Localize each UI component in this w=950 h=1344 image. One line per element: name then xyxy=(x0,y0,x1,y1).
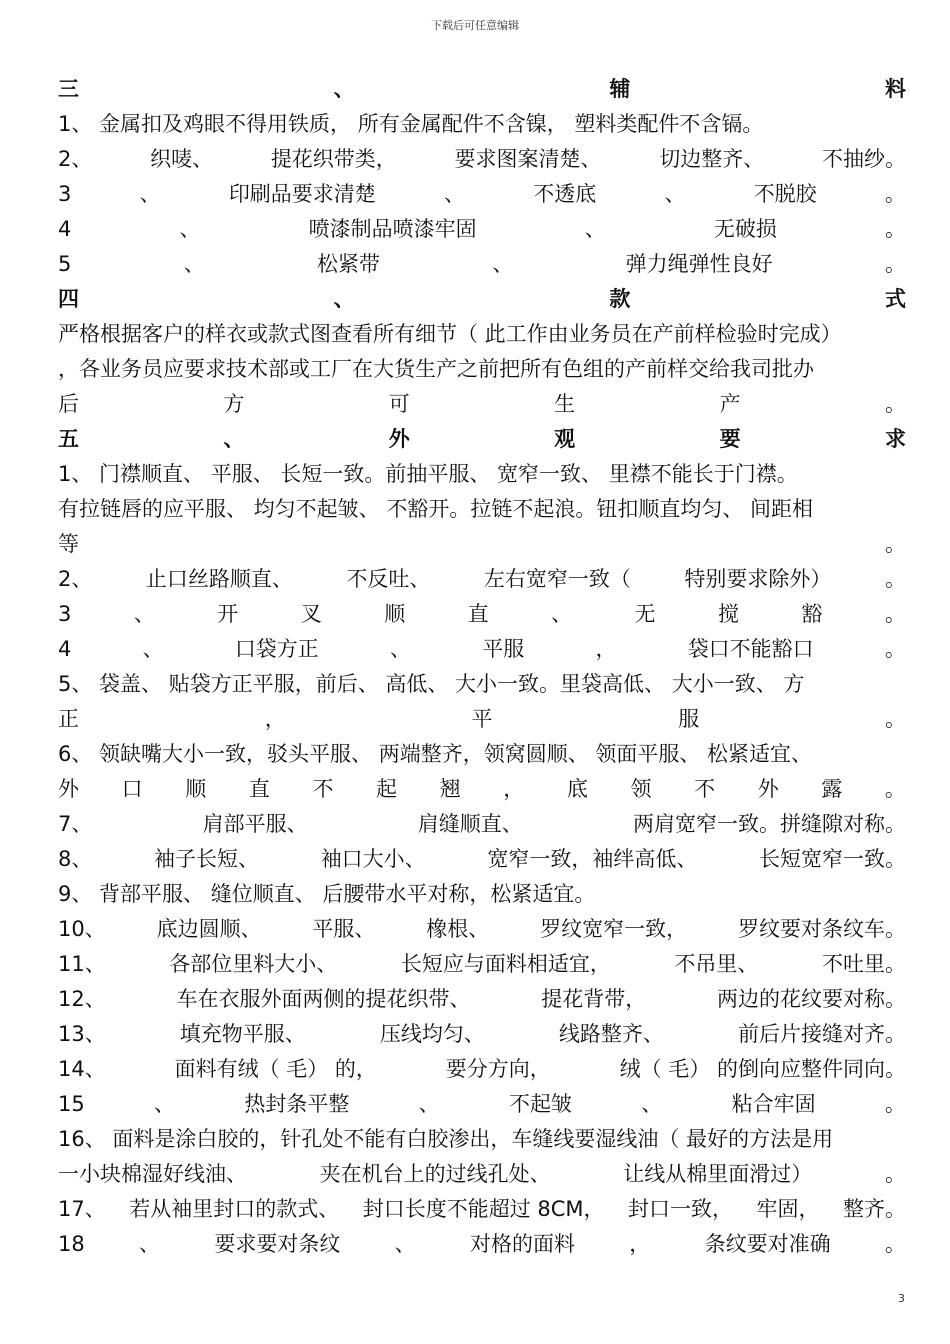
text-segment: 两肩宽窄一致。拼缝隙对称。 xyxy=(632,812,906,836)
text-segment: 长短宽窄一致。 xyxy=(759,847,906,871)
text-segment: 、 xyxy=(664,182,686,206)
text-segment: 底边圆顺、 xyxy=(156,917,262,941)
text-segment: 、 xyxy=(179,217,201,241)
section-heading xyxy=(58,422,906,457)
text-segment: 、 xyxy=(492,252,514,276)
text-line xyxy=(58,527,906,562)
page-header: 下载后可任意编辑 xyxy=(431,19,519,32)
text-line xyxy=(58,212,906,247)
text-segment: 袖口大小、 xyxy=(320,847,426,871)
section-heading xyxy=(58,72,906,107)
text-segment: ， xyxy=(503,777,525,801)
text-segment: 、 xyxy=(154,1092,176,1116)
text-segment: 观 xyxy=(554,427,576,451)
text-segment: 正 xyxy=(58,707,79,731)
text-line xyxy=(58,1087,906,1122)
text-segment: 不 xyxy=(312,777,334,801)
text-segment: 严格根据客户的样衣或款式图查看所有细节（ 此工作由业务员在产前样检验时完成） xyxy=(58,322,842,346)
text-line xyxy=(58,562,906,597)
text-segment: 顺 xyxy=(185,777,207,801)
text-segment: 13、 xyxy=(58,1022,106,1046)
text-segment: 、 xyxy=(584,217,606,241)
text-segment: 袖子长短、 xyxy=(154,847,260,871)
text-segment: 条纹要对准确 xyxy=(704,1232,831,1256)
text-segment: 不 xyxy=(694,777,716,801)
text-segment: 、 xyxy=(183,252,205,276)
text-segment: 露 xyxy=(821,777,843,801)
text-line xyxy=(58,842,906,877)
text-segment: 。 xyxy=(885,532,906,556)
text-segment: ， xyxy=(595,637,617,661)
text-segment: 搅 xyxy=(718,602,739,626)
text-segment: 5 xyxy=(58,252,72,276)
text-segment: 罗纹要对条纹车。 xyxy=(737,917,906,941)
page-number: 3 xyxy=(898,1292,905,1305)
text-segment: 口 xyxy=(121,777,143,801)
text-segment: 止口丝路顺直、 xyxy=(145,567,293,591)
text-segment: 后 xyxy=(58,392,79,416)
text-segment: 服 xyxy=(678,707,700,731)
text-segment: 提花背带， xyxy=(541,987,647,1011)
text-segment: 让线从棉里面滑过） xyxy=(623,1162,813,1186)
text-segment: 7、 xyxy=(58,812,93,836)
text-segment: 无 xyxy=(634,602,656,626)
text-segment: 开 xyxy=(217,602,239,626)
document-body xyxy=(58,72,906,1262)
text-segment: 。 xyxy=(885,217,906,241)
text-segment: 车在衣服外面两侧的提花织带、 xyxy=(176,987,471,1011)
text-segment: 方 xyxy=(223,392,245,416)
text-segment: 长短应与面料相适宜， xyxy=(400,952,611,976)
text-segment: 夹在机台上的过线孔处、 xyxy=(319,1162,551,1186)
text-segment: 绒（ 毛） 的倒向应整件同向。 xyxy=(619,1057,906,1081)
text-segment: 。 xyxy=(885,707,906,731)
text-line xyxy=(58,772,906,807)
text-segment: 三 xyxy=(58,77,79,101)
text-segment: 、 xyxy=(390,637,412,661)
text-segment: 可 xyxy=(388,392,410,416)
text-segment: 料 xyxy=(884,77,906,101)
text-segment: 左右宽窄一致（ xyxy=(483,567,631,591)
text-segment: 11、 xyxy=(58,952,106,976)
text-segment: 不吐里。 xyxy=(821,952,906,976)
text-segment: ， xyxy=(264,707,286,731)
text-segment: 3 xyxy=(58,602,72,626)
text-segment: 、 xyxy=(223,427,245,451)
text-segment: 、 xyxy=(139,1232,161,1256)
text-line xyxy=(58,492,906,527)
text-segment: 等 xyxy=(58,532,79,556)
text-segment: 产 xyxy=(719,392,741,416)
section-heading xyxy=(58,282,906,317)
text-segment: 8、 xyxy=(58,847,93,871)
text-segment: 生 xyxy=(554,392,576,416)
text-segment: 封口一致， xyxy=(628,1197,734,1221)
text-line xyxy=(58,352,906,387)
text-segment: 前后片接缝对齐。 xyxy=(737,1022,906,1046)
text-segment: 橡根、 xyxy=(426,917,490,941)
text-segment: 16、 面料是涂白胶的，针孔处不能有白胶渗出，车缝线要湿线油（ 最好的方法是用 xyxy=(58,1127,834,1151)
text-line xyxy=(58,947,906,982)
text-segment: 肩部平服、 xyxy=(202,812,308,836)
text-line xyxy=(58,737,906,772)
text-segment: 。 xyxy=(884,567,906,591)
text-segment: 口袋方正 xyxy=(234,637,319,661)
text-segment: 提花织带类， xyxy=(270,147,397,171)
text-line xyxy=(58,597,906,632)
text-segment: 、 xyxy=(333,77,355,101)
text-segment: 、 xyxy=(333,287,355,311)
text-segment: 求 xyxy=(884,427,906,451)
text-line xyxy=(58,982,906,1017)
text-segment: 松紧带 xyxy=(317,252,380,276)
text-line xyxy=(58,912,906,947)
text-line xyxy=(58,702,906,737)
text-segment: 、 xyxy=(418,1092,440,1116)
text-segment: 要求要对条纹 xyxy=(214,1232,341,1256)
text-line xyxy=(58,877,906,912)
text-line xyxy=(58,107,906,142)
text-segment: 各部位里料大小、 xyxy=(169,952,338,976)
text-segment: 、 xyxy=(641,1092,663,1116)
text-line xyxy=(58,1157,906,1192)
text-segment: 粘合牢固 xyxy=(731,1092,816,1116)
text-segment: 、 xyxy=(551,602,573,626)
text-segment: 5、 袋盖、 贴袋方正平服，前后、 高低、 大小一致。里袋高低、 大小一致、 方 xyxy=(58,672,805,696)
text-segment: 封口长度不能超过 8CM， xyxy=(362,1197,605,1221)
text-segment: 顺 xyxy=(384,602,406,626)
text-segment: 直 xyxy=(467,602,489,626)
text-line xyxy=(58,457,906,492)
text-segment: 印刷品要求清楚 xyxy=(228,182,376,206)
text-line xyxy=(58,1227,906,1262)
text-segment: 切边整齐、 xyxy=(659,147,765,171)
text-segment: ，各业务员应要求技术部或工厂在大货生产之前把所有色组的产前样交给我司批办 xyxy=(58,357,814,381)
text-segment: 、 xyxy=(139,182,161,206)
text-segment: 无破损 xyxy=(713,217,777,241)
text-segment: 不吊里、 xyxy=(674,952,759,976)
text-segment: 。 xyxy=(884,602,906,626)
text-segment: 。 xyxy=(884,392,906,416)
text-segment: 不脱胶 xyxy=(753,182,817,206)
text-segment: 6、 领缺嘴大小一致，驳头平服、 两端整齐，领窝圆顺、 领面平服、 松紧适宜、 xyxy=(58,742,813,766)
text-segment: 翘 xyxy=(439,777,461,801)
text-segment: 若从袖里封口的款式、 xyxy=(129,1197,340,1221)
text-segment: 直 xyxy=(248,777,270,801)
text-segment: 18 xyxy=(58,1232,85,1256)
text-segment: 外 xyxy=(58,777,79,801)
text-segment: 肩缝顺直、 xyxy=(417,812,523,836)
text-segment: 2、 xyxy=(58,567,93,591)
text-line xyxy=(58,807,906,842)
text-segment: 、 xyxy=(133,602,155,626)
text-segment: 两边的花纹要对称。 xyxy=(716,987,906,1011)
text-line xyxy=(58,247,906,282)
text-segment: 3 xyxy=(58,182,72,206)
text-segment: 平服、 xyxy=(312,917,376,941)
text-segment: 特别要求除外） xyxy=(684,567,832,591)
text-segment: 填充物平服、 xyxy=(179,1022,306,1046)
text-line xyxy=(58,177,906,212)
text-segment: 17、 xyxy=(58,1197,106,1221)
text-segment: 袋口不能豁口 xyxy=(687,637,814,661)
text-segment: 底 xyxy=(566,777,588,801)
text-segment: 织唛、 xyxy=(150,147,214,171)
text-segment: 不透底 xyxy=(533,182,597,206)
text-segment: 10、 xyxy=(58,917,106,941)
text-segment: 喷漆制品喷漆牢固 xyxy=(308,217,477,241)
text-segment: 不抽纱。 xyxy=(821,147,906,171)
text-segment: 15 xyxy=(58,1092,85,1116)
text-segment: 五 xyxy=(58,427,79,451)
text-segment: 外 xyxy=(757,777,779,801)
text-segment: 式 xyxy=(884,287,906,311)
text-segment: 对格的面料 xyxy=(469,1232,575,1256)
text-segment: 、 xyxy=(444,182,466,206)
text-segment: 不起皱 xyxy=(508,1092,572,1116)
text-segment: 、 xyxy=(142,637,164,661)
text-segment: 4 xyxy=(58,637,72,661)
text-segment: 起 xyxy=(376,777,398,801)
text-segment: 1、 金属扣及鸡眼不得用铁质， 所有金属配件不含镍， 塑料类配件不含镉。 xyxy=(58,112,764,136)
text-segment: 压线均匀、 xyxy=(379,1022,485,1046)
text-segment: 、 xyxy=(394,1232,416,1256)
text-segment: 面料有绒（ 毛） 的， xyxy=(174,1057,377,1081)
text-segment: 要分方向， xyxy=(445,1057,551,1081)
text-segment: 线路整齐、 xyxy=(558,1022,664,1046)
text-segment: 9、 背部平服、 缝位顺直、 后腰带水平对称，松紧适宜。 xyxy=(58,882,596,906)
text-segment: 叉 xyxy=(300,602,322,626)
text-segment: 。 xyxy=(884,182,906,206)
text-line xyxy=(58,667,906,702)
text-segment: 豁 xyxy=(801,602,823,626)
text-segment: 14、 xyxy=(58,1057,106,1081)
text-segment: 有拉链唇的应平服、 均匀不起皱、 不豁开。拉链不起浪。钮扣顺直均匀、 间距相 xyxy=(58,497,814,521)
text-segment: 弹力绳弹性良好 xyxy=(625,252,773,276)
text-segment: 牢固， xyxy=(756,1197,820,1221)
text-line xyxy=(58,317,906,352)
text-segment: 整齐。 xyxy=(842,1197,906,1221)
text-segment: 宽窄一致，袖绊高低、 xyxy=(487,847,698,871)
text-segment: 要求图案清楚、 xyxy=(454,147,602,171)
text-line xyxy=(58,632,906,667)
text-line xyxy=(58,1052,906,1087)
text-segment: 。 xyxy=(884,1092,906,1116)
text-segment: 要 xyxy=(719,427,741,451)
text-segment: 罗纹宽窄一致， xyxy=(540,917,688,941)
text-line xyxy=(58,1192,906,1227)
text-segment: 4 xyxy=(58,217,72,241)
text-line xyxy=(58,1017,906,1052)
text-line xyxy=(58,1122,906,1157)
text-segment: 。 xyxy=(884,637,906,661)
text-segment: 一小块棉湿好线油、 xyxy=(58,1162,247,1186)
text-segment: ， xyxy=(629,1232,651,1256)
text-segment: 辅 xyxy=(609,77,631,101)
text-segment: 。 xyxy=(884,777,906,801)
text-segment: 12、 xyxy=(58,987,106,1011)
text-segment: 。 xyxy=(884,1162,906,1186)
text-segment: 。 xyxy=(884,252,906,276)
text-segment: 平 xyxy=(471,707,493,731)
text-segment: 不反吐、 xyxy=(346,567,431,591)
text-segment: 外 xyxy=(388,427,410,451)
text-segment: 热封条平整 xyxy=(244,1092,350,1116)
text-line xyxy=(58,142,906,177)
text-segment: 款 xyxy=(609,287,631,311)
text-segment: 。 xyxy=(884,1232,906,1256)
text-segment: 2、 xyxy=(58,147,93,171)
text-segment: 领 xyxy=(630,777,652,801)
text-segment: 平服 xyxy=(482,637,525,661)
text-line xyxy=(58,387,906,422)
text-segment: 四 xyxy=(58,287,79,311)
text-segment: 1、 门襟顺直、 平服、 长短一致。前抽平服、 宽窄一致、 里襟不能长于门襟。 xyxy=(58,462,798,486)
